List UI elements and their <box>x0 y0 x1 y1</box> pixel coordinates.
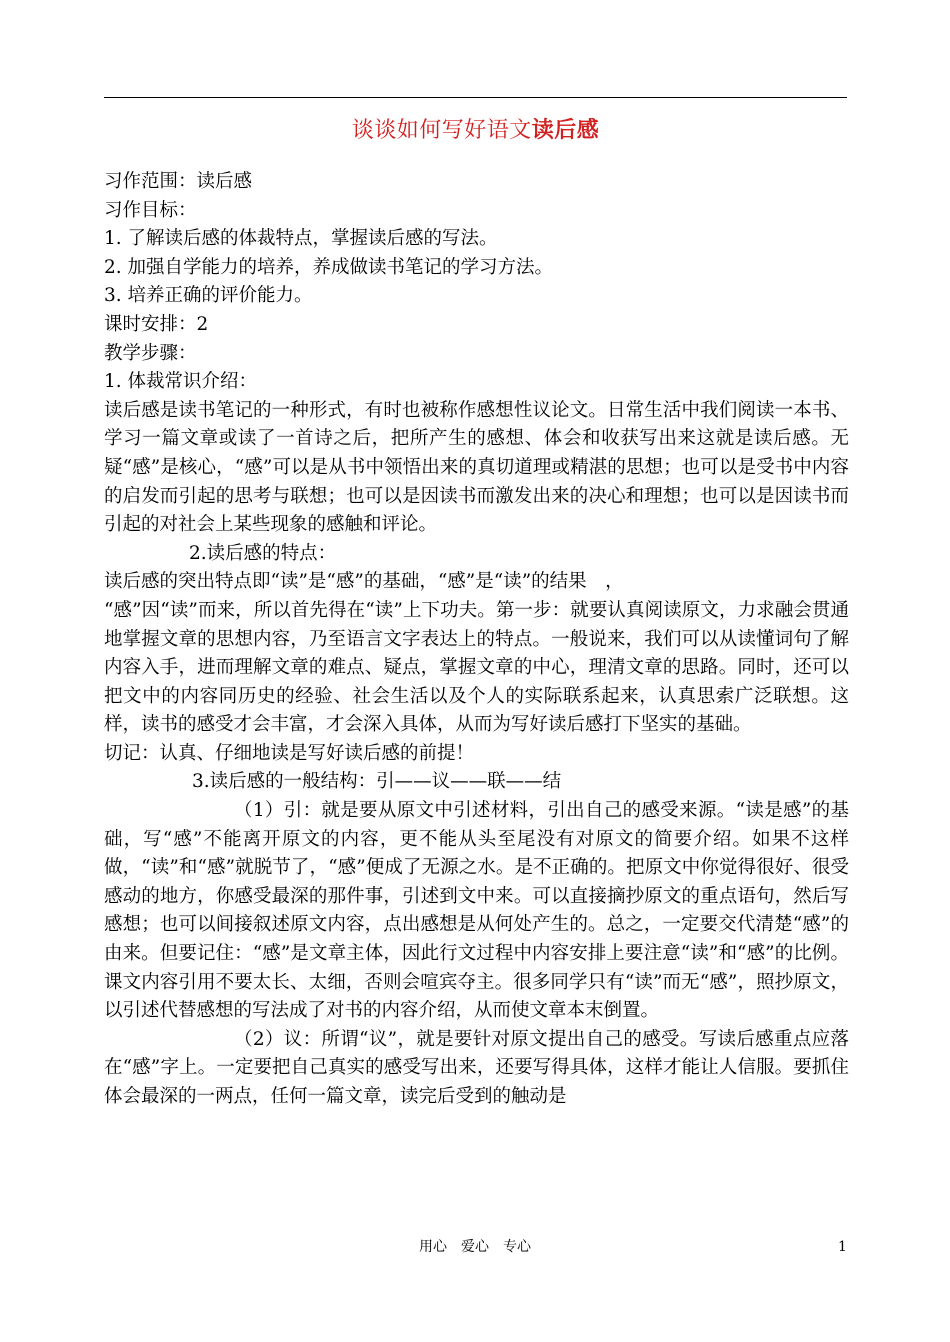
features-paragraph: “感”因“读”而来，所以首先得在“读”上下功夫。第一步：就要认真阅读原文，力求融会贯通地掌握文章的思想内容，乃至语言文字表达上的特点。一般说来，我们可以从读懂词句了解内容入手，进而理解文章的难点、疑点，掌握文章的中心，理清文章的思路。同时，还可以把文中的内容同历史的经验、社会生活以及个人的实际联系起来，认真思索广泛联想。这样，读书的感受才会丰富，才会深入具体，从而为写好读后感打下坚实的基础。 <box>104 599 849 736</box>
features-first-line: 读后感的突出特点即“读”是“感”的基础，“感”是“读”的结果 ， <box>104 571 624 593</box>
document-body <box>104 168 849 1112</box>
page-number: 1 <box>838 1239 847 1255</box>
yi-paragraph: （2）议：所谓“议”，就是要针对原文提出自己的感受。写读后感重点应落在“感”字上。一定要把自己真实的感受写出来，还要写得具体，这样才能让人信服。要抓住体会最深的一两点，任何一篇文章，读完后受到的触动是 <box>104 1028 849 1107</box>
header-rule <box>104 97 847 98</box>
goal-3: 3. 培养正确的评价能力。 <box>104 285 313 307</box>
steps-heading: 教学步骤： <box>104 342 197 364</box>
reminder-line: 切记：认真、仔细地读是写好读后感的前提！ <box>104 742 475 764</box>
step-2-heading: 2.读后感的特点： <box>189 542 337 564</box>
title-emphasis: 读后感 <box>531 117 600 143</box>
footer-motto: 用心 爱心 专心 <box>419 1239 531 1255</box>
step-1-heading: 1. 体裁常识介绍： <box>104 371 258 393</box>
yin-paragraph: （1）引：就是要从原文中引述材料，引出自己的感受来源。“读是感”的基础，写“感”不能离开原文的内容，更不能从头至尾没有对原文的简要介绍。如果不这样做，“读”和“感”就脱节了，“感”便成了无源之水。是不正确的。把原文中你觉得很好、很受感动的地方，你感受最深的那件事，引述到文中来。可以直接摘抄原文的重点语句，然后写感想；也可以间接叙述原文内容，点出感想是从何处产生的。总之，一定要交代清楚“感”的由来。但要记住：“感”是文章主体，因此行文过程中内容安排上要注意“读”和“感”的比例。课文内容引用不要太长、太细，否则会喧宾夺主。很多同学只有“读”而无“感”，照抄原文，以引述代替感想的写法成了对书的内容介绍，从而使文章本末倒置。 <box>104 800 849 1022</box>
schedule-line: 课时安排：2 <box>104 313 209 335</box>
scope-line: 习作范围：读后感 <box>104 171 253 192</box>
intro-paragraph: 读后感是读书笔记的一种形式，有时也被称作感想性议论文。日常生活中我们阅读一本书、学习一篇文章或读了一首诗之后，把所产生的感想、体会和收获写出来这就是读后感。无疑“感”是核心，“感”可以是从书中领悟出来的真切道理或精湛的思想；也可以是受书中内容的启发而引起的思考与联想；也可以是因读书而激发出来的决心和理想；也可以是因读书而引起的对社会上某些现象的感触和评论。 <box>104 399 849 536</box>
goals-heading: 习作目标： <box>104 199 197 221</box>
step-3-heading: 3.读后感的一般结构：引——议——联——结 <box>192 771 562 793</box>
goal-2: 2. 加强自学能力的培养，养成做读书笔记的学习方法。 <box>104 256 554 278</box>
goal-1: 1. 了解读后感的体裁特点，掌握读后感的写法。 <box>104 228 498 250</box>
title-main: 谈谈如何写好语文 <box>351 118 532 143</box>
document-title <box>104 114 847 147</box>
